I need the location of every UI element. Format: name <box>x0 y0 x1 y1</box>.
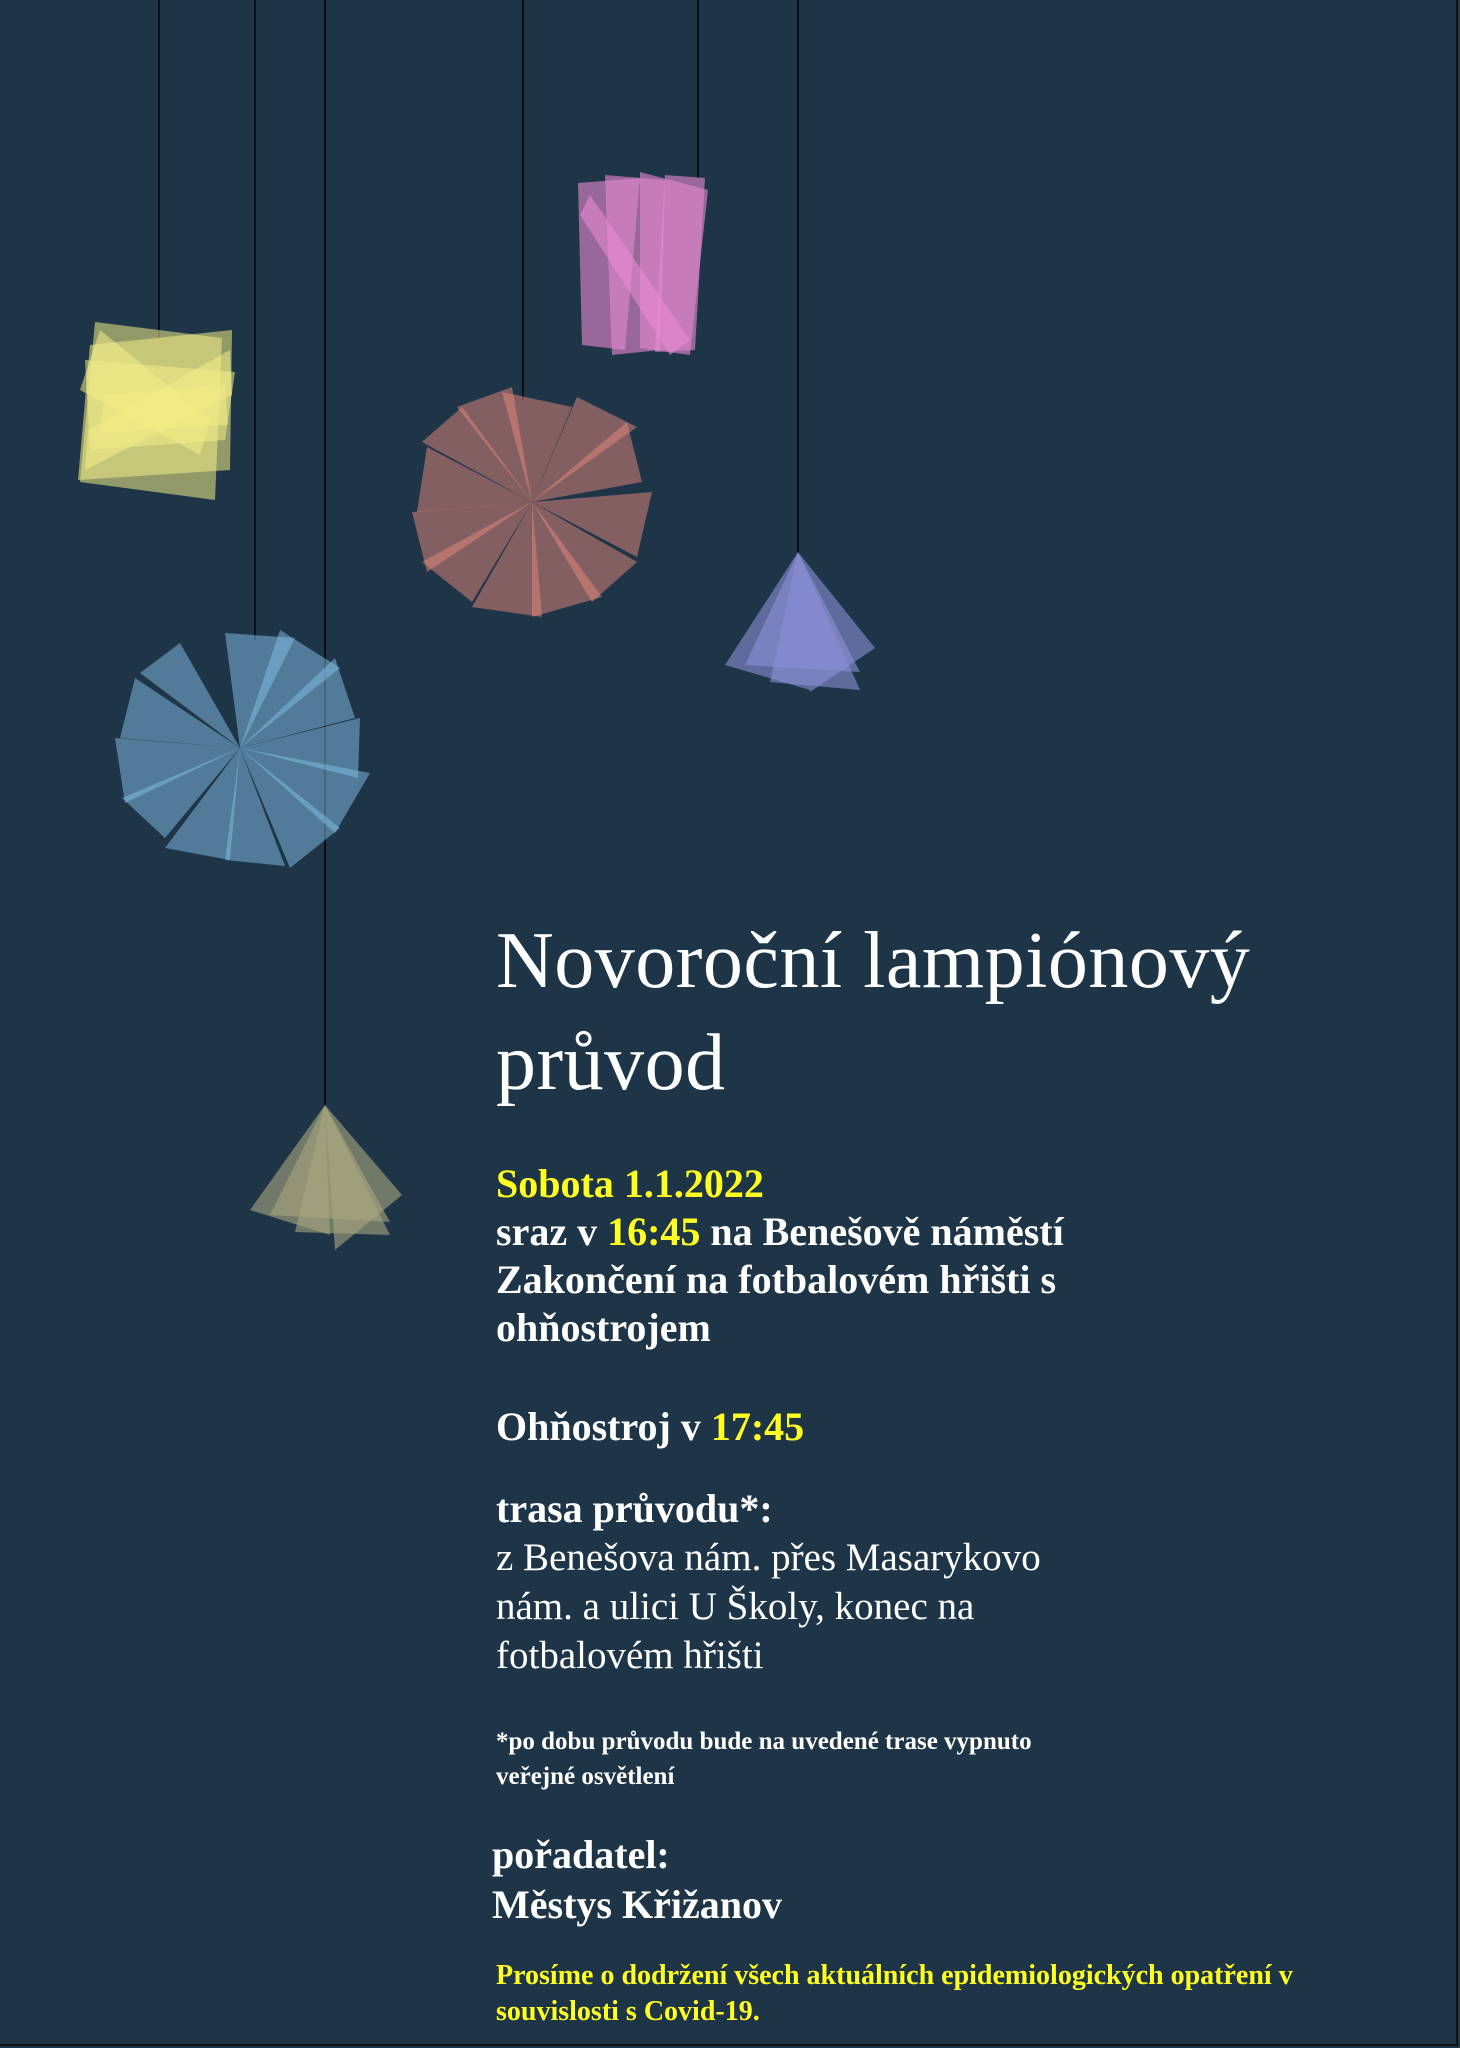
lighting-note <box>496 1724 1032 1794</box>
event-info <box>496 1160 1064 1352</box>
fireworks-prefix: Ohňostroj v <box>496 1404 711 1449</box>
covid-notice <box>496 1958 1293 2030</box>
organizer-label: pořadatel: <box>492 1832 670 1877</box>
lantern-pink-icon <box>578 172 708 355</box>
route-line-3: fotbalovém hřišti <box>496 1634 764 1677</box>
covid-line-1: Prosíme o dodržení všech aktuálních epidemiologických opatření v <box>496 1960 1293 1991</box>
lantern-yellow-icon <box>78 322 235 500</box>
meeting-prefix: sraz v <box>496 1209 608 1254</box>
lantern-salmon-icon <box>412 387 652 617</box>
page-title <box>496 910 1250 1114</box>
route-heading: trasa průvodu*: <box>496 1486 773 1531</box>
route-info <box>496 1484 1041 1680</box>
ending-line-1: Zakončení na fotbalovém hřišti s <box>496 1257 1057 1302</box>
event-date: Sobota 1.1.2022 <box>496 1161 764 1206</box>
lantern-blue-icon <box>115 630 370 868</box>
fireworks-time: 17:45 <box>710 1404 805 1449</box>
organizer-name: Městys Křižanov <box>492 1882 782 1927</box>
meeting-place: na Benešově náměstí <box>700 1209 1064 1254</box>
title-line-2: průvod <box>496 1019 726 1107</box>
fireworks-info <box>496 1403 804 1451</box>
title-line-1: Novoroční lampiónový <box>496 917 1251 1005</box>
route-line-1: z Benešova nám. přes Masarykovo <box>496 1536 1041 1579</box>
meeting-line <box>496 1208 1064 1256</box>
lantern-khaki-icon <box>250 1105 402 1250</box>
covid-line-2: souvislosti s Covid-19. <box>496 1996 760 2027</box>
meeting-time: 16:45 <box>607 1209 701 1254</box>
lantern-violet-icon <box>725 552 875 692</box>
organizer <box>492 1830 782 1930</box>
note-line-2: veřejné osvětlení <box>496 1763 675 1790</box>
ending-line-2: ohňostrojem <box>496 1305 711 1350</box>
note-line-1: *po dobu průvodu bude na uvedené trase vypnuto <box>496 1728 1032 1755</box>
route-line-2: nám. a ulici U Školy, konec na <box>496 1585 975 1628</box>
